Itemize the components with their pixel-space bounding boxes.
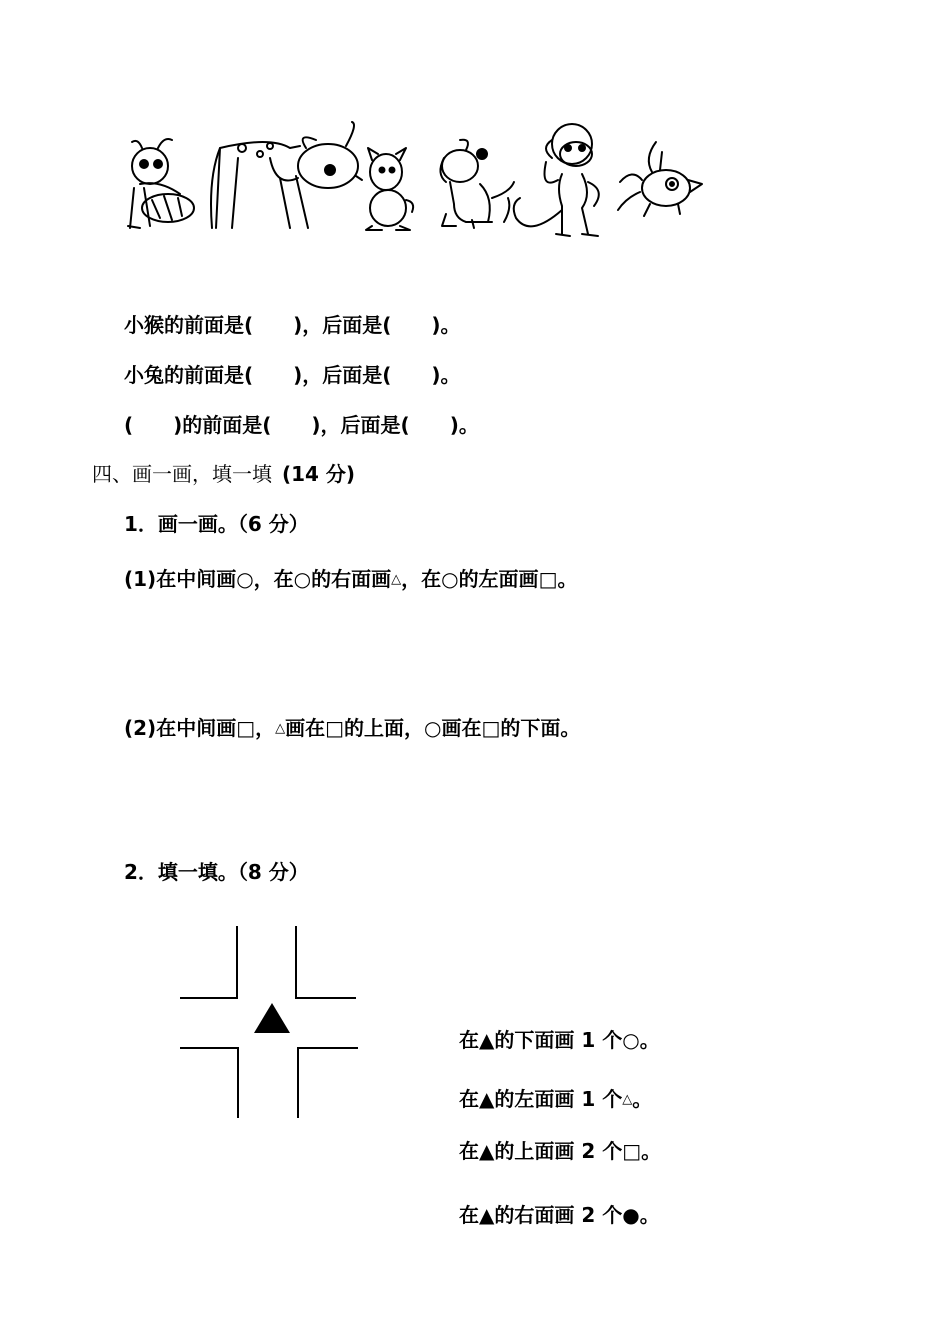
circle-symbol: ○: [441, 567, 459, 591]
item1-text-c: 的右面画: [311, 567, 392, 591]
item2-text-e: 画在: [441, 716, 482, 740]
instruction-right: [459, 1203, 660, 1227]
instr-text: 的上面画 2 个: [494, 1139, 623, 1163]
square-symbol: □: [236, 716, 256, 740]
item1-text-f: 。: [557, 567, 578, 591]
part-2-title: 2．填一填。（8 分）: [124, 860, 309, 884]
part-1-item-2: [124, 716, 580, 741]
part-1-title: 1．画一画。（6 分）: [124, 512, 309, 536]
instr-text: 。: [639, 1028, 660, 1052]
section-4-points: (14 分): [282, 462, 356, 486]
part-1-item-1: [124, 567, 577, 592]
triangle-symbol: △: [391, 572, 402, 587]
black-triangle-center: [254, 1003, 290, 1033]
black-triangle-symbol: ▲: [479, 1203, 495, 1227]
crossroad-diagram: [170, 920, 370, 1130]
square-symbol: □: [622, 1139, 642, 1163]
triangle-symbol: △: [275, 721, 286, 736]
animal-queue-illustration: [120, 118, 710, 243]
instr-text: 的下面画 1 个: [494, 1028, 623, 1052]
instr-text: 的左面画 1 个: [494, 1087, 623, 1111]
item2-text-c: 画在: [285, 716, 326, 740]
circle-symbol: ○: [424, 716, 442, 740]
circle-symbol: ○: [293, 567, 312, 591]
bird-figure: [618, 142, 702, 216]
monkey-position-question: 小猴的前面是( )，后面是( )。: [124, 313, 461, 337]
road-corner-top-right: [296, 926, 356, 998]
road-corner-bottom-left: [180, 1048, 238, 1118]
item2-text-a: (2)在中间画: [124, 716, 237, 740]
instr-text: 在: [459, 1028, 479, 1052]
instruction-below: [459, 1028, 660, 1052]
instruction-above: [459, 1139, 661, 1163]
square-symbol: □: [325, 716, 345, 740]
circle-symbol: ○: [622, 1028, 640, 1052]
black-circle-symbol: ●: [622, 1203, 640, 1227]
section-4-heading: [92, 462, 355, 486]
black-triangle-symbol: ▲: [479, 1087, 495, 1111]
instruction-left: [459, 1087, 652, 1112]
road-corner-top-left: [180, 926, 237, 998]
item1-text-d: ，在: [401, 567, 442, 591]
circle-symbol: ○: [236, 567, 254, 591]
instr-text: 的右面画 2 个: [494, 1203, 623, 1227]
bee-figure: [128, 139, 194, 228]
open-position-question: ( )的前面是( )，后面是( )。: [124, 413, 479, 437]
square-symbol: □: [538, 567, 558, 591]
instr-text: 。: [641, 1139, 662, 1163]
instr-text: 。: [639, 1203, 660, 1227]
item2-text-f: 的下面。: [500, 716, 581, 740]
instr-text: 。: [632, 1087, 653, 1111]
rabbit-figure: [366, 148, 413, 230]
item1-text-e: 的左面画: [458, 567, 539, 591]
item1-text-a: (1)在中间画: [124, 567, 237, 591]
instr-text: 在: [459, 1139, 479, 1163]
instr-text: 在: [459, 1203, 479, 1227]
item1-text-b: ，在: [253, 567, 294, 591]
road-corner-bottom-right: [298, 1048, 358, 1118]
square-symbol: □: [481, 716, 501, 740]
triangle-symbol: △: [622, 1092, 633, 1107]
instr-text: 在: [459, 1087, 479, 1111]
black-triangle-symbol: ▲: [479, 1028, 495, 1052]
puppy-figure: [440, 140, 514, 228]
monkey-figure: [514, 124, 599, 236]
item2-text-b: ，: [255, 716, 276, 740]
deer-figure: [211, 122, 362, 228]
item2-text-d: 的上面，: [344, 716, 425, 740]
black-triangle-symbol: ▲: [479, 1139, 495, 1163]
rabbit-position-question: 小兔的前面是( )，后面是( )。: [124, 363, 461, 387]
section-4-title: 四、画一画，填一填: [92, 462, 272, 486]
